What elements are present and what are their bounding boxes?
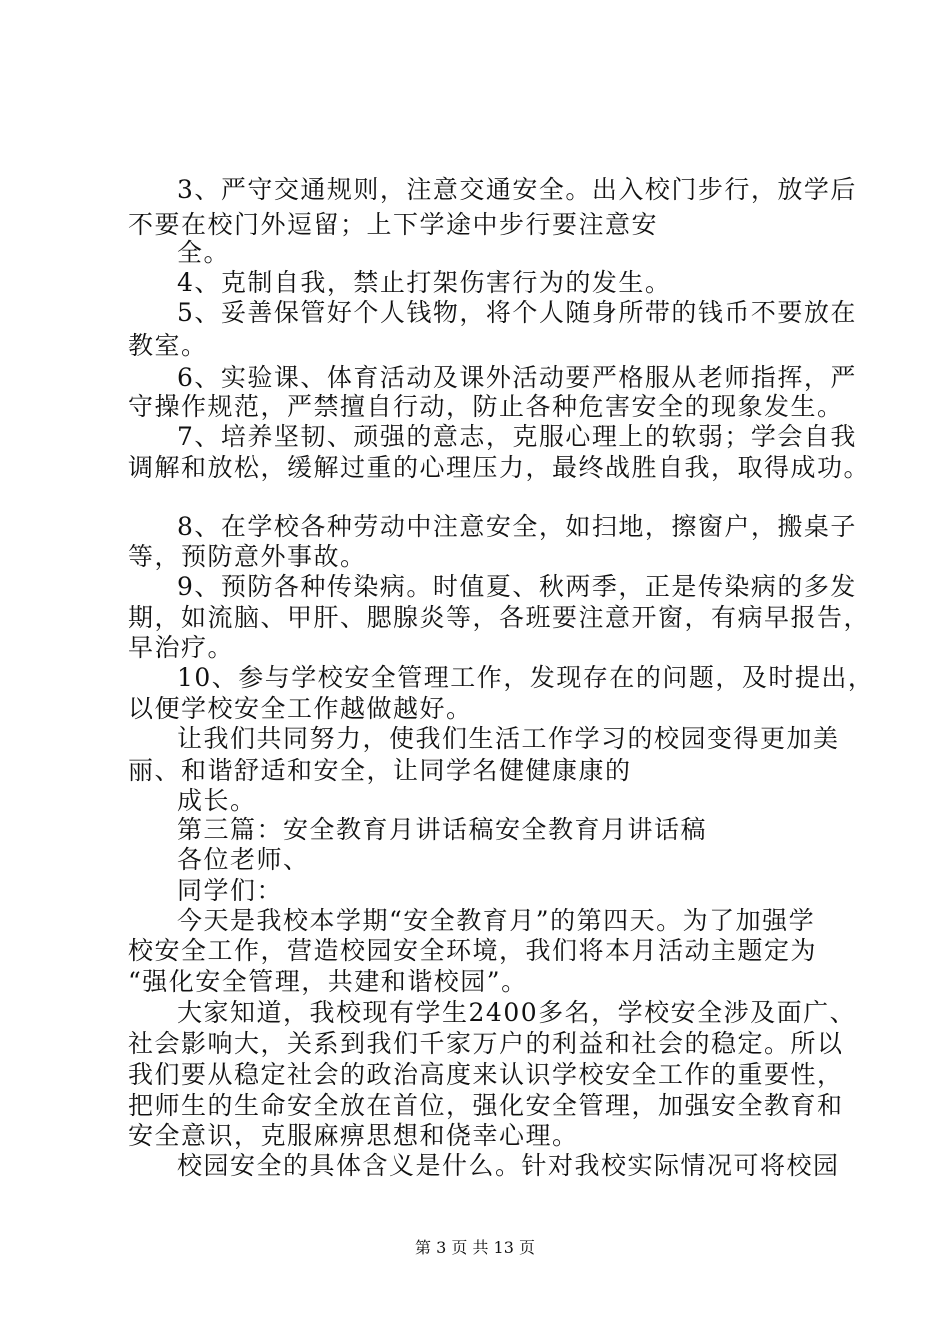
text-line: 不要在校门外逗留；上下学途中步行要注意安: [128, 210, 659, 239]
text-line: 我们要从稳定社会的政治高度来认识学校安全工作的重要性，: [128, 1060, 844, 1089]
text-line: 等，预防意外事故。: [128, 542, 367, 571]
text-line: 8、在学校各种劳动中注意安全，如扫地，擦窗户，搬桌子: [177, 512, 857, 541]
text-line: 今天是我校本学期“安全教育月”的第四天。为了加强学: [177, 906, 816, 935]
text-line: 同学们：: [177, 876, 284, 905]
text-line: 以便学校安全工作越做越好。: [128, 694, 473, 723]
text-line: 早治疗。: [128, 633, 235, 662]
text-line: 教室。: [128, 331, 208, 360]
text-line: 3、严守交通规则，注意交通安全。出入校门步行，放学后: [177, 175, 857, 204]
text-line: 大家知道，我校现有学生2400多名，学校安全涉及面广、: [177, 998, 857, 1027]
text-line: 安全意识，克服麻痹思想和侥幸心理。: [128, 1121, 579, 1150]
text-line: “强化安全管理，共建和谐校园”。: [128, 967, 528, 996]
text-line: 5、妥善保管好个人钱物，将个人随身所带的钱币不要放在: [177, 298, 857, 327]
text-line: 9、预防各种传染病。时值夏、秋两季，正是传染病的多发: [177, 572, 857, 601]
text-line: 校园安全的具体含义是什么。针对我校实际情况可将校园: [177, 1151, 840, 1180]
text-line: 6、实验课、体育活动及课外活动要严格服从老师指挥，严: [177, 363, 857, 392]
text-line: 各位老师、: [177, 845, 310, 874]
text-line: 全。: [177, 238, 231, 267]
text-line: 成长。: [177, 786, 257, 815]
text-line: 7、培养坚韧、顽强的意志，克服心理上的软弱；学会自我: [177, 422, 857, 451]
text-line: 丽、和谐舒适和安全，让同学名健健康康的: [128, 756, 632, 785]
text-line: 10、参与学校安全管理工作，发现存在的问题，及时提出，: [177, 663, 875, 692]
text-line: 校安全工作，营造校园安全环境，我们将本月活动主题定为: [128, 936, 818, 965]
section-heading: 第三篇：安全教育月讲话稿安全教育月讲话稿: [177, 815, 708, 844]
text-line: 把师生的生命安全放在首位，强化安全管理，加强安全教育和: [128, 1091, 844, 1120]
text-line: 守操作规范，严禁擅自行动，防止各种危害安全的现象发生。: [128, 392, 844, 421]
page-number: 第 3 页 共 13 页: [415, 1238, 535, 1257]
text-line: 调解和放松，缓解过重的心理压力，最终战胜自我，取得成功。: [128, 453, 871, 482]
text-line: 4、克制自我，禁止打架伤害行为的发生。: [177, 268, 672, 297]
text-line: 期，如流脑、甲肝、腮腺炎等，各班要注意开窗，有病早报告，: [128, 603, 871, 632]
text-line: 让我们共同努力，使我们生活工作学习的校园变得更加美: [177, 724, 840, 753]
text-line: 社会影响大，关系到我们千家万户的利益和社会的稳定。所以: [128, 1029, 844, 1058]
